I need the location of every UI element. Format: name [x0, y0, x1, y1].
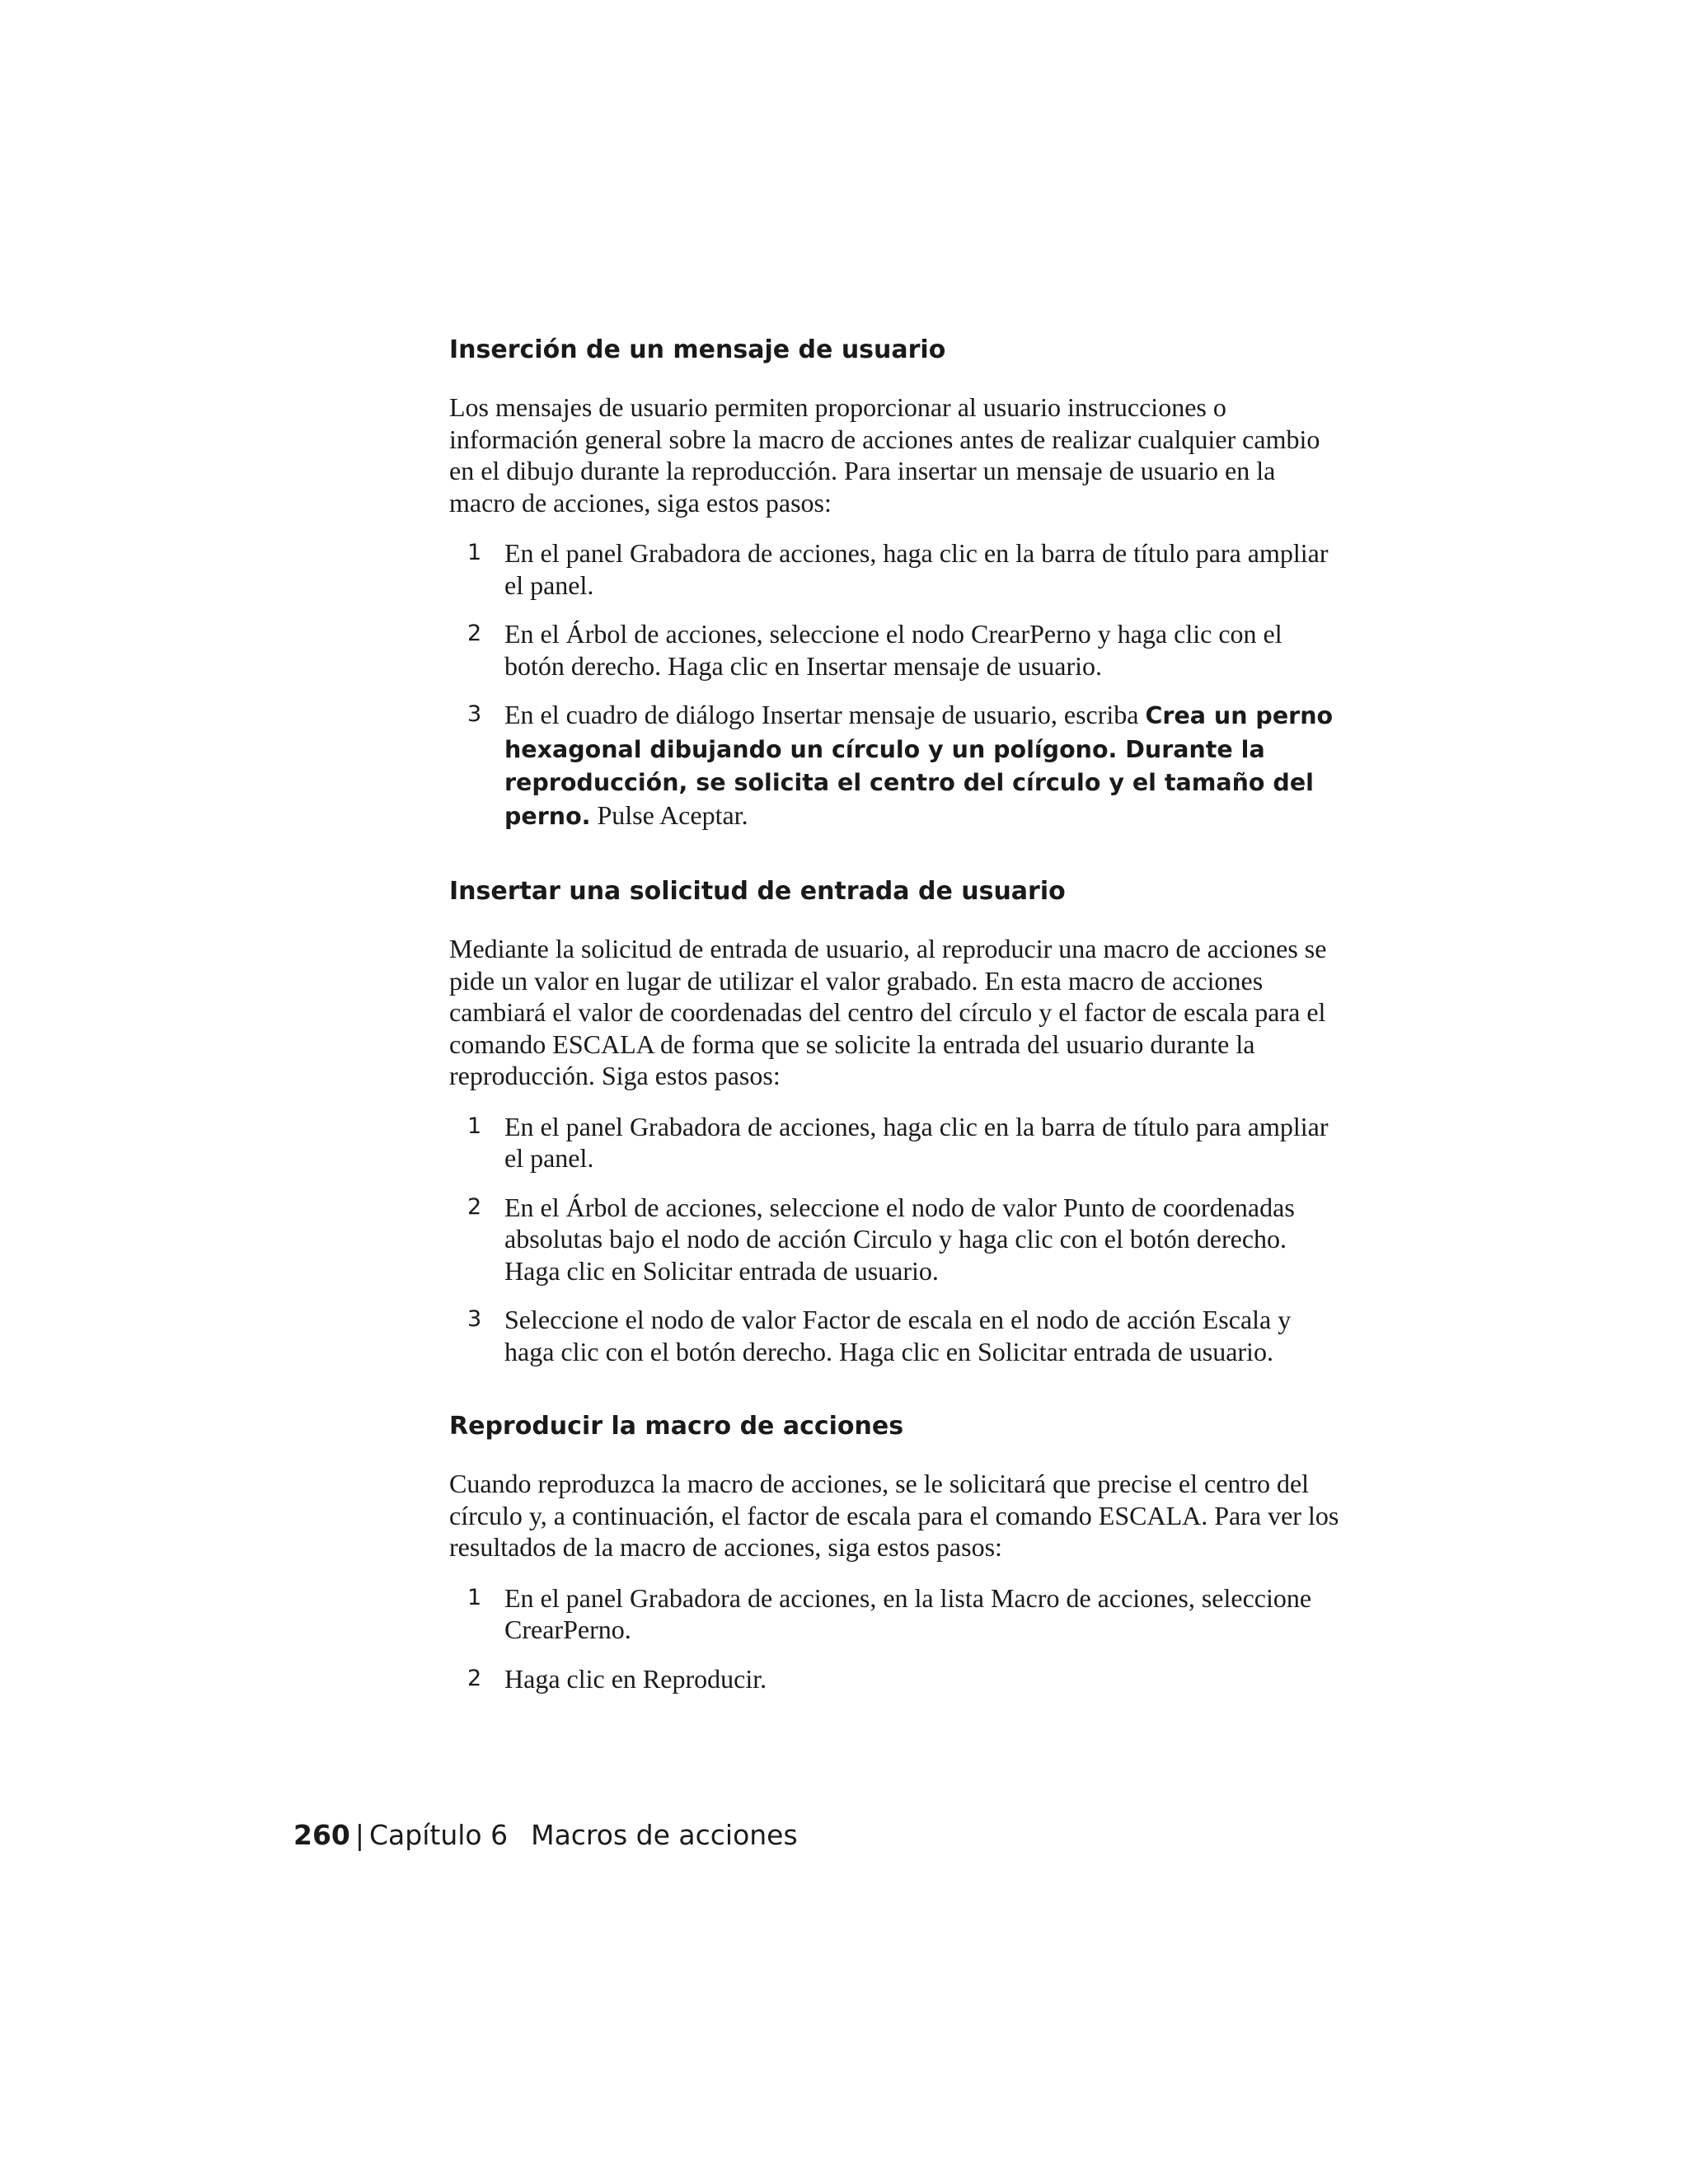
step-item: [449, 1663, 1339, 1695]
step-item: [449, 1582, 1339, 1646]
step-number: 1: [467, 1584, 482, 1610]
step-list: [449, 1582, 1339, 1695]
step-number: 1: [467, 540, 482, 565]
step-number: 2: [467, 1665, 482, 1691]
step-text: En el panel Grabadora de acciones, haga clic en la barra de título para ampliar el panel.: [504, 1111, 1329, 1173]
step-text: En el cuadro de diálogo Insertar mensaje de usuario, escriba: [504, 700, 1146, 729]
step-text: En el panel Grabadora de acciones, en la lista Macro de acciones, seleccione CrearPerno.: [504, 1582, 1312, 1644]
step-text: En el Árbol de acciones, seleccione el nodo CrearPerno y haga clic con el botón derecho. Haga clic en Insertar mensaje de usuario.: [504, 619, 1282, 681]
step-item: [449, 1111, 1339, 1174]
section-heading: Insertar una solicitud de entrada de usuario: [449, 877, 1066, 906]
section-spacer: [449, 850, 1339, 875]
step-text: Haga clic en Reproducir.: [504, 1663, 767, 1694]
step-text: En el Árbol de acciones, seleccione el nodo de valor Punto de coordenadas absolutas bajo el nodo de acción Circulo y haga clic con el botón derecho. Haga clic en Solicitar entrada de usuario.: [504, 1192, 1295, 1286]
step-text: Pulse Aceptar.: [590, 799, 748, 830]
section-intro: Mediante la solicitud de entrada de usuario, al reproducir una macro de acciones se pide un valor en lugar de utilizar el valor grabado. En esta macro de acciones cambiará el valor de coordenadas del centro del círculo y el factor de escala para el comando ESCALA de forma que se solicite la entrada del usuario durante la reproducción. Siga estos pasos:: [449, 934, 1327, 1090]
step-item: [449, 618, 1339, 682]
page-body: [449, 334, 1339, 1712]
footer-separator: |: [354, 1819, 365, 1851]
section-intro: Cuando reproduzca la macro de acciones, se le solicitará que precise el centro del círculo y, a continuación, el factor de escala para el comando ESCALA. Para ver los resultados de la macro de acciones, siga estos pasos:: [449, 1469, 1339, 1562]
step-list: [449, 537, 1339, 832]
chapter-title: Macros de acciones: [531, 1819, 798, 1851]
step-number: 2: [467, 621, 482, 646]
step-text: Seleccione el nodo de valor Factor de escala en el nodo de acción Escala y haga clic con el botón derecho. Haga clic en Solicitar entrada de usuario.: [504, 1305, 1292, 1366]
step-item: [449, 699, 1339, 832]
typed-message-text: Crea un perno hexagonal dibujando un círculo y un polígono. Durante la reproducción, se solicita el centro del círculo y el tamaño del perno.: [504, 702, 1334, 830]
step-list: [449, 1111, 1339, 1368]
section-intro: Los mensajes de usuario permiten proporcionar al usuario instrucciones o información general sobre la macro de acciones antes de realizar cualquier cambio en el dibujo durante la reproducción. Para insertar un mensaje de usuario en la macro de acciones, siga estos pasos:: [449, 392, 1320, 518]
step-number: 1: [467, 1113, 482, 1139]
page-footer: [293, 1817, 798, 1854]
page-number: 260: [293, 1819, 350, 1851]
step-item: [449, 537, 1339, 601]
step-number: 3: [467, 701, 482, 727]
section-heading: Inserción de un mensaje de usuario: [449, 335, 946, 364]
step-text: En el panel Grabadora de acciones, haga clic en la barra de título para ampliar el panel.: [504, 538, 1329, 600]
step-item: [449, 1192, 1339, 1287]
step-number: 3: [467, 1306, 482, 1332]
section-heading: Reproducir la macro de acciones: [449, 1412, 904, 1441]
step-number: 2: [467, 1193, 482, 1220]
step-item: [449, 1304, 1339, 1367]
section-spacer: [449, 1385, 1339, 1410]
chapter-label: Capítulo 6: [369, 1819, 509, 1851]
